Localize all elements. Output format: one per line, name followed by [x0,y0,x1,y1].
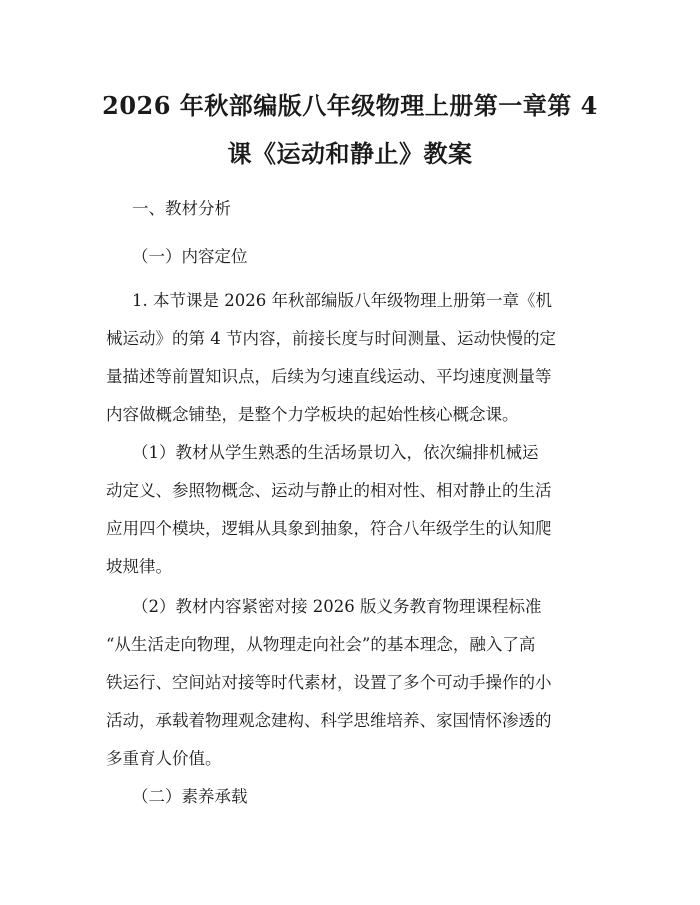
document-title-line-1: 2026 年秋部编版八年级物理上册第一章第 4 [102,91,598,120]
paragraph-3 [106,588,602,778]
paragraph-line: “从生活走向物理，从物理走向社会”的基本理念，融入了高 [106,635,536,654]
paragraph-line: 械运动》的第 4 节内容，前接长度与时间测量、运动快慢的定 [106,329,556,348]
paragraph-line: （2）教材内容紧密对接 2026 版义务教育物理课程标准 [132,597,542,616]
paragraph-line: 动定义、参照物概念、运动与静止的相对性、相对静止的生活 [106,481,552,500]
paragraph-line: （1）教材从学生熟悉的生活场景切入，依次编排机械运 [132,443,539,462]
subsection-heading-content-positioning: （一）内容定位 [132,247,248,266]
paragraph-line: 活动，承载着物理观念建构、科学思维培养、家国情怀渗透的 [106,711,552,730]
document-title-line-2: 课《运动和静止》教案 [227,139,473,168]
paragraph-line: 铁运行、空间站对接等时代素材，设置了多个可动手操作的小 [106,673,552,692]
paragraph-line: 坡规律。 [106,557,172,576]
paragraph-line: 内容做概念铺垫，是整个力学板块的起始性核心概念课。 [106,405,519,424]
paragraph-line: 1. 本节课是 2026 年秋部编版八年级物理上册第一章《机 [132,291,552,310]
paragraph-line: 应用四个模块，逻辑从具象到抽象，符合八年级学生的认知爬 [106,519,552,538]
paragraph-line: 量描述等前置知识点，后续为匀速直线运动、平均速度测量等 [106,367,552,386]
paragraph-2 [106,434,602,586]
paragraph-line: 多重育人价值。 [106,749,222,768]
paragraph-1 [106,282,602,434]
section-heading-teaching-material-analysis: 一、教材分析 [132,199,231,218]
subsection-heading-literacy-bearing: （二）素养承载 [132,787,248,806]
